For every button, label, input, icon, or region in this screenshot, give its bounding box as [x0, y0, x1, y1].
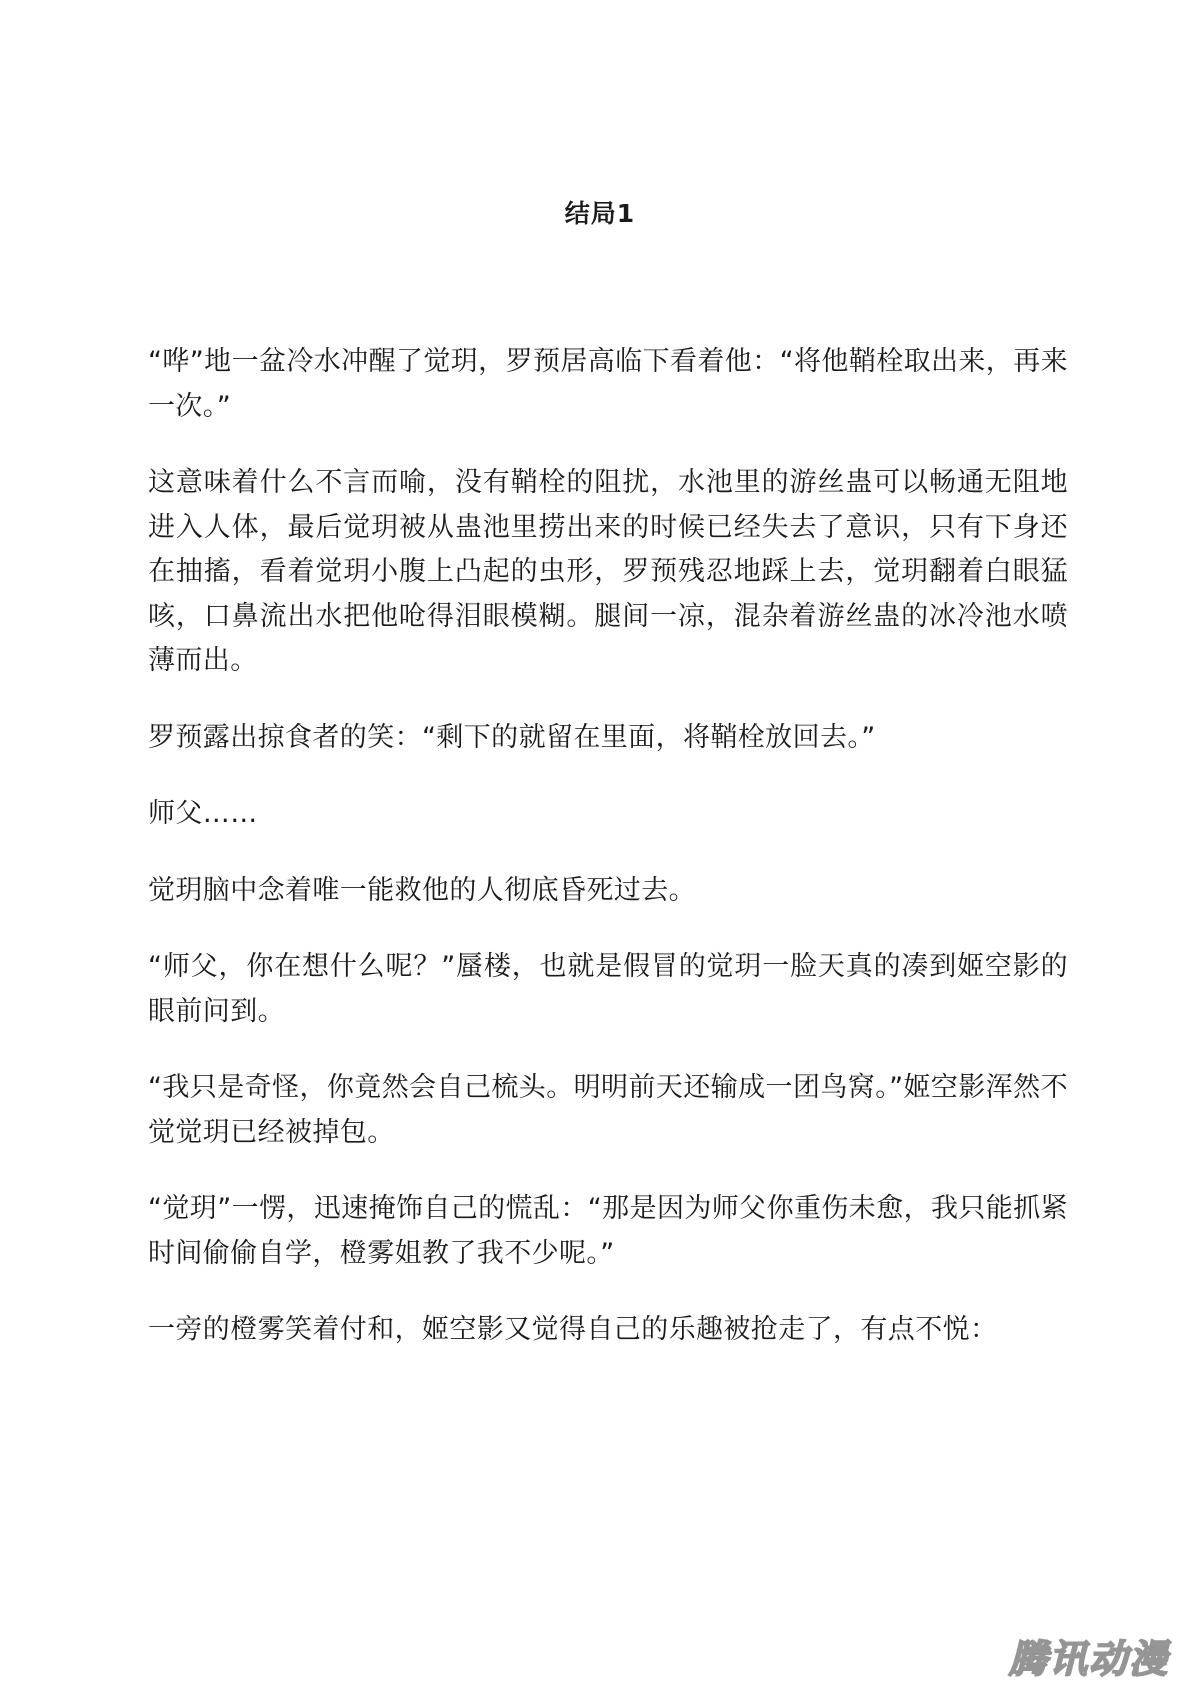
paragraph: 师父……: [148, 798, 258, 829]
paragraph: 觉玥脑中念着唯一能救他的人彻底昏死过去。: [148, 874, 696, 906]
watermark-logo: 腾讯动漫: [1008, 1636, 1169, 1681]
paragraph: “觉玥”一愣，迅速掩饰自己的慌乱：“那是因为师父你重伤未愈，我只能抓紧时间偷偷自学，橙雾姐教了我不少呢。”: [148, 1193, 1068, 1269]
story-body: [148, 340, 1068, 1385]
paragraph: 罗预露出掠食者的笑：“剩下的就留在里面，将鞘栓放回去。”: [148, 721, 876, 753]
paragraph: “我只是奇怪，你竟然会自己梳头。明明前天还输成一团鸟窝。”姬空影浑然不觉觉玥已经被掉包。: [148, 1072, 1068, 1148]
paragraph: “哗”地一盆冷水冲醒了觉玥，罗预居高临下看着他：“将他鞘栓取出来，再来一次。”: [148, 346, 1068, 422]
chapter-title: 结局1: [564, 199, 636, 228]
paragraph: “师父，你在想什么呢？”蜃楼，也就是假冒的觉玥一脸天真的凑到姬空影的眼前问到。: [148, 951, 1068, 1027]
paragraph: 一旁的橙雾笑着付和，姬空影又觉得自己的乐趣被抢走了，有点不悦：: [148, 1314, 998, 1345]
paragraph: 这意味着什么不言而喻，没有鞘栓的阻扰，水池里的游丝蛊可以畅通无阻地进入人体，最后觉玥被从蛊池里捞出来的时候已经失去了意识，只有下身还在抽搐，看着觉玥小腹上凸起的虫形，罗预残忍地踩上去，觉玥翻着白眼猛咳，口鼻流出水把他呛得泪眼模糊。腿间一凉，混杂着游丝蛊的冰冷池水喷薄而出。: [148, 467, 1068, 676]
